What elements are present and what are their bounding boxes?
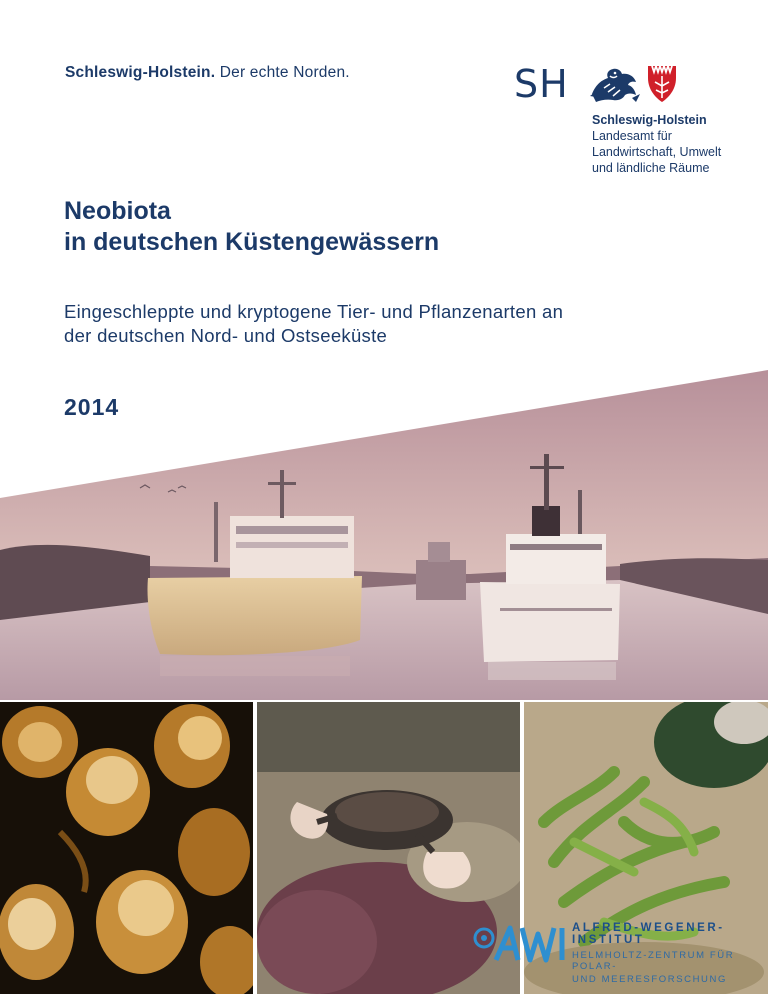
authority-state: Schleswig-Holstein bbox=[592, 113, 707, 127]
awi-logo-icon bbox=[472, 920, 568, 968]
authority-line-3: und ländliche Räume bbox=[592, 161, 710, 175]
nettle-leaf-icon bbox=[646, 64, 678, 104]
title-line-2: in deutschen Küstengewässern bbox=[64, 228, 440, 256]
state-slogan bbox=[65, 64, 350, 82]
awi-institute-name bbox=[572, 922, 768, 985]
subtitle-line-1: Eingeschleppte und kryptogene Tier- und Pflanzenarten an bbox=[64, 301, 564, 322]
lion-crest-icon bbox=[588, 64, 642, 104]
awi-line-1: ALFRED-WEGENER-INSTITUT bbox=[572, 922, 725, 946]
sh-logo bbox=[514, 62, 704, 106]
sh-letters: SH bbox=[514, 62, 569, 106]
awi-line-2: HELMHOLTZ-ZENTRUM FÜR POLAR- bbox=[572, 950, 735, 972]
awi-line-3: UND MEERESFORSCHUNG bbox=[572, 974, 727, 985]
slogan-bold: Schleswig-Holstein. bbox=[65, 64, 216, 81]
subtitle-line-2: der deutschen Nord- und Ostseeküste bbox=[64, 325, 388, 346]
title-line-1: Neobiota bbox=[64, 197, 171, 225]
slogan-rest: Der echte Norden. bbox=[215, 64, 350, 81]
snail-shells-photo bbox=[0, 702, 253, 994]
document-subtitle bbox=[64, 300, 563, 348]
authority-name bbox=[592, 112, 721, 176]
document-title bbox=[64, 196, 439, 258]
publication-year: 2014 bbox=[64, 394, 120, 420]
authority-line-1: Landesamt für bbox=[592, 129, 672, 143]
ships-on-canal-photo bbox=[0, 370, 768, 700]
authority-line-2: Landwirtschaft, Umwelt bbox=[592, 145, 722, 159]
